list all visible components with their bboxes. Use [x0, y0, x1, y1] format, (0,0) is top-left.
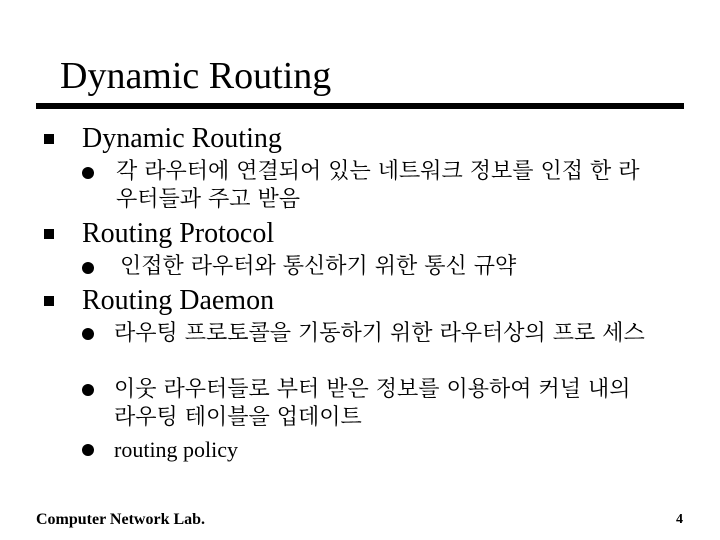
subbullet-routing-daemon-update: 이웃 라우터들로 부터 받은 정보를 이용하여 커널 내의 라우팅 테이블을 업데이트: [114, 377, 631, 430]
subbullet-routing-protocol-desc: 인접한 라우터와 통신하기 위한 통신 규약: [120, 254, 517, 279]
round-bullet-icon: [82, 444, 94, 456]
square-bullet-icon: [44, 229, 54, 239]
bullet-dynamic-routing: Dynamic Routing: [82, 123, 282, 154]
square-bullet-icon: [44, 296, 54, 306]
round-bullet-icon: [82, 262, 94, 274]
title-underline: [36, 103, 684, 109]
round-bullet-icon: [82, 384, 94, 396]
footer-lab-name: Computer Network Lab.: [36, 511, 206, 528]
round-bullet-icon: [82, 167, 94, 179]
page-number: 4: [676, 512, 683, 527]
round-bullet-icon: [82, 328, 94, 340]
subbullet-routing-policy: routing policy: [114, 437, 239, 462]
bullet-routing-protocol: Routing Protocol: [82, 218, 275, 249]
square-bullet-icon: [44, 134, 54, 144]
slide-title: Dynamic Routing: [60, 55, 332, 97]
subbullet-routing-daemon-process: 라우팅 프로토콜을 기동하기 위한 라우터상의 프로 세스: [114, 321, 645, 346]
subbullet-dynamic-routing-desc: 각 라우터에 연결되어 있는 네트워크 정보를 인접 한 라우터들과 주고 받음: [116, 159, 640, 212]
bullet-routing-daemon: Routing Daemon: [82, 285, 275, 316]
